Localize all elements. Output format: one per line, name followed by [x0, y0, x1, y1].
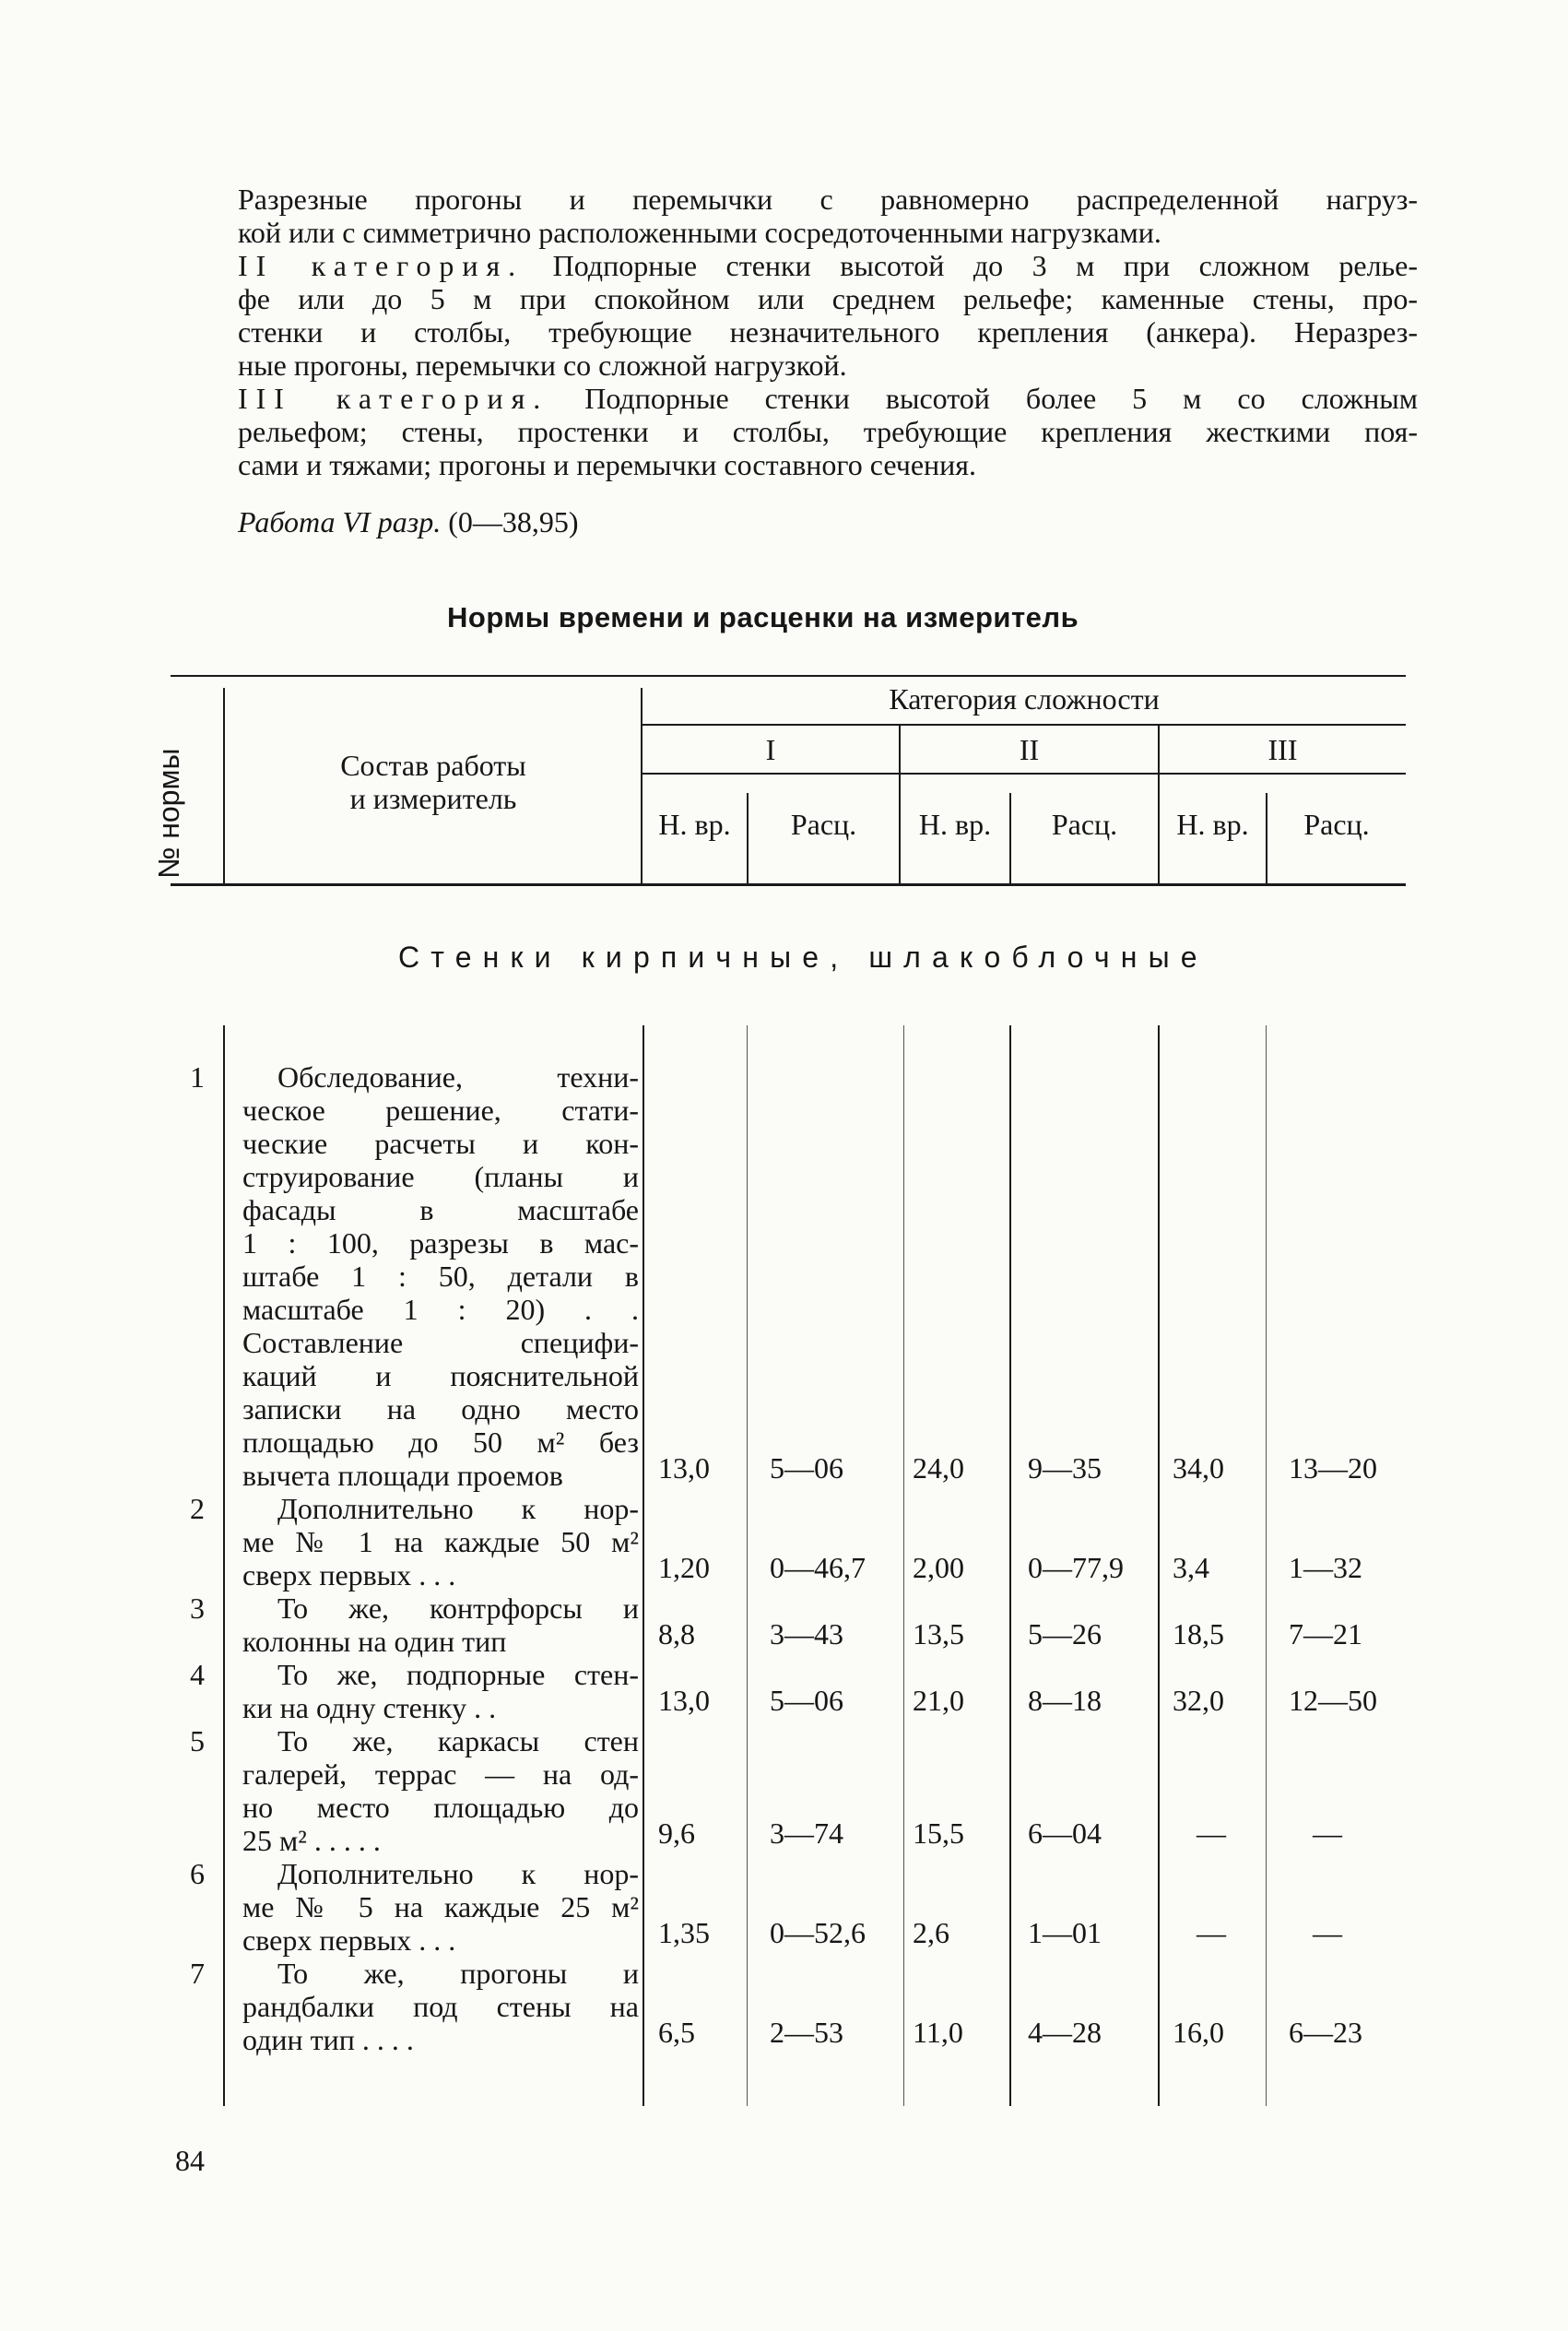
rasc-ii-value: 9—35	[1028, 1451, 1102, 1485]
category-i-header: I	[765, 733, 776, 766]
norm-number-header: № нормы	[152, 748, 185, 879]
work-description-line: То же, контрфорсы и	[277, 1591, 639, 1625]
rasc-i-value: 3—43	[770, 1617, 843, 1651]
body-divider	[1158, 1025, 1160, 2106]
nvr-i-value: 13,0	[658, 1451, 710, 1485]
rasc-header-ii: Расц.	[1051, 808, 1118, 841]
work-composition-header	[277, 749, 590, 815]
rasc-ii-value: 0—77,9	[1028, 1551, 1124, 1584]
rasc-iii-value: 12—50	[1289, 1684, 1377, 1717]
work-description	[242, 1724, 639, 1857]
work-description-line: 1 : 100, разрезы в мас-	[242, 1226, 639, 1260]
header-divider	[223, 688, 225, 883]
rasc-ii-value: 8—18	[1028, 1684, 1102, 1717]
nvr-i-value: 1,20	[658, 1551, 710, 1584]
nvr-ii-value: 2,00	[913, 1551, 964, 1584]
work-description-line: масштабе 1 : 20) . .	[242, 1293, 639, 1326]
category-iii-header: III	[1267, 733, 1298, 766]
nvr-ii-value: 24,0	[913, 1451, 964, 1485]
work-description-line: каций и пояснительной	[242, 1359, 639, 1392]
rasc-iii-value: —	[1313, 1816, 1342, 1850]
body-divider	[643, 1025, 644, 2106]
work-description	[242, 1658, 639, 1724]
work-description	[242, 1957, 639, 2056]
work-description-line: ки на одну стенку . .	[242, 1691, 497, 1724]
work-description-line: штабе 1 : 50, детали в	[242, 1260, 639, 1293]
nvr-i-value: 9,6	[658, 1816, 695, 1850]
intro-p3-line: рельефом; стены, простенки и столбы, требующие крепления жесткими поя-	[238, 415, 1418, 448]
intro-p2-line: фе или до 5 м при спокойном или среднем рельефе; каменные стены, про-	[238, 282, 1418, 315]
body-divider	[1009, 1025, 1011, 2106]
body-divider	[903, 1025, 904, 2106]
category-2-heading: II категория.	[238, 249, 525, 282]
norm-number: 5	[190, 1724, 205, 1757]
work-grade	[238, 505, 579, 539]
subheader-rule	[643, 773, 1406, 775]
rasc-iii-value: 6—23	[1289, 2016, 1362, 2049]
intro-p2-line: стенки и столбы, требующие незначительного крепления (анкера). Неразрез-	[238, 315, 1418, 349]
work-description-line: колонны на один тип	[242, 1625, 507, 1658]
work-description	[242, 1857, 639, 1957]
work-grade-label: Работа VI разр.	[238, 505, 442, 538]
intro-p3-line: Подпорные стенки высотой более 5 м со сложным	[548, 382, 1418, 415]
nvr-i-value: 1,35	[658, 1916, 710, 1949]
work-description-line: Дополнительно к нор-	[277, 1492, 639, 1525]
nvr-i-value: 6,5	[658, 2016, 695, 2049]
nvr-header-iii: Н. вр.	[1176, 808, 1249, 841]
work-description-line: рандбалки под стены на	[242, 1990, 639, 2023]
nvr-iii-value: 16,0	[1173, 2016, 1224, 2049]
nvr-header-ii: Н. вр.	[918, 808, 992, 841]
intro-p1-line: Разрезные прогоны и перемычки с равномерно распределенной нагруз-	[238, 183, 1418, 216]
nvr-iii-value: 3,4	[1173, 1551, 1209, 1584]
work-description-line: 25 м² . . . . .	[242, 1824, 381, 1857]
nvr-header-i: Н. вр.	[658, 808, 731, 841]
work-description-line: То же, каркасы стен	[277, 1724, 639, 1757]
nvr-iii-value: —	[1197, 1816, 1226, 1850]
work-description-line: ческое решение, стати-	[242, 1094, 639, 1127]
work-description-line: ме № 1 на каждые 50 м²	[242, 1525, 639, 1558]
work-description-line: Обследование, техни-	[277, 1060, 639, 1094]
intro-p2-line: ные прогоны, перемычки со сложной нагрузкой.	[238, 349, 847, 382]
table-top-rule	[171, 675, 1406, 677]
work-description-line: один тип . . . .	[242, 2023, 414, 2056]
category-header: Категория сложности	[889, 682, 1160, 716]
rasc-i-value: 0—46,7	[770, 1551, 866, 1584]
nvr-iii-value: 32,0	[1173, 1684, 1224, 1717]
norm-number: 7	[190, 1957, 205, 1990]
nvr-iii-value: —	[1197, 1916, 1226, 1949]
norm-number: 6	[190, 1857, 205, 1890]
rasc-header-iii: Расц.	[1303, 808, 1370, 841]
norm-number: 2	[190, 1492, 205, 1525]
body-divider	[747, 1025, 748, 2106]
rasc-ii-value: 5—26	[1028, 1617, 1102, 1651]
work-description-line: струирование (планы и	[242, 1160, 639, 1193]
nvr-ii-value: 21,0	[913, 1684, 964, 1717]
header-bottom-rule	[171, 883, 1406, 886]
intro-p3-line: сами и тяжами; прогоны и перемычки составного сечения.	[238, 448, 977, 481]
work-description	[242, 1060, 639, 1492]
work-description-line: фасады в масштабе	[242, 1193, 639, 1226]
category-3-heading: III категория.	[238, 382, 549, 415]
rasc-i-value: 3—74	[770, 1816, 843, 1850]
intro-p1-line: кой или с симметрично расположенными сосредоточенными нагрузками.	[238, 216, 1161, 249]
norm-number: 3	[190, 1591, 205, 1625]
work-description	[242, 1492, 639, 1591]
table-title: Нормы времени и расценки на измеритель	[447, 601, 1079, 633]
work-description-line: сверх первых . . .	[242, 1558, 456, 1591]
rasc-ii-value: 6—04	[1028, 1816, 1102, 1850]
work-description-line: но место площадью до	[242, 1791, 639, 1824]
rasc-ii-value: 4—28	[1028, 2016, 1102, 2049]
rasc-i-value: 5—06	[770, 1451, 843, 1485]
rasc-iii-value: —	[1313, 1916, 1342, 1949]
nvr-i-value: 8,8	[658, 1617, 695, 1651]
work-description-line: Составление специфи-	[242, 1326, 639, 1359]
rasc-i-value: 2—53	[770, 2016, 843, 2049]
nvr-ii-value: 13,5	[913, 1617, 964, 1651]
rasc-iii-value: 7—21	[1289, 1617, 1362, 1651]
work-description-line: площадью до 50 м² без	[242, 1426, 639, 1459]
section-title: Стенки кирпичные, шлакоблочные	[398, 941, 1208, 974]
work-description-line: ме № 5 на каждые 25 м²	[242, 1890, 639, 1923]
work-description-line: галерей, террас — на од-	[242, 1757, 639, 1791]
work-description	[242, 1591, 639, 1658]
work-description-line: записки на одно место	[242, 1392, 639, 1426]
intro-paragraph-2	[238, 249, 1418, 382]
rasc-ii-value: 1—01	[1028, 1916, 1102, 1949]
work-description-line: Дополнительно к нор-	[277, 1857, 639, 1890]
intro-p2-line: Подпорные стенки высотой до 3 м при сложном релье-	[524, 249, 1419, 282]
intro-paragraph-3	[238, 382, 1418, 481]
nvr-ii-value: 11,0	[913, 2016, 963, 2049]
work-description-line: ческие расчеты и кон-	[242, 1127, 639, 1160]
rasc-i-value: 0—52,6	[770, 1916, 866, 1949]
nvr-iii-value: 34,0	[1173, 1451, 1224, 1485]
nvr-iii-value: 18,5	[1173, 1617, 1224, 1651]
rasc-header-i: Расц.	[790, 808, 857, 841]
work-composition-header-line: и измеритель	[349, 782, 517, 815]
work-composition-header-line: Состав работы	[340, 749, 526, 782]
work-description-line: вычета площади проемов	[242, 1459, 563, 1492]
intro-paragraph-1	[238, 183, 1418, 249]
body-divider	[1266, 1025, 1267, 2106]
rasc-iii-value: 13—20	[1289, 1451, 1377, 1485]
rasc-i-value: 5—06	[770, 1684, 843, 1717]
norm-number: 4	[190, 1658, 205, 1691]
category-ii-header: II	[1019, 733, 1040, 766]
page-number: 84	[175, 2144, 205, 2177]
work-description-line: То же, подпорные стен-	[277, 1658, 639, 1691]
category-rule	[643, 724, 1406, 726]
norm-number: 1	[190, 1060, 205, 1094]
nvr-ii-value: 2,6	[913, 1916, 949, 1949]
nvr-i-value: 13,0	[658, 1684, 710, 1717]
work-description-line: То же, прогоны и	[277, 1957, 639, 1990]
body-divider	[223, 1025, 225, 2106]
rasc-iii-value: 1—32	[1289, 1551, 1362, 1584]
nvr-ii-value: 15,5	[913, 1816, 964, 1850]
header-divider	[641, 688, 643, 883]
work-description-line: сверх первых . . .	[242, 1923, 456, 1957]
work-grade-value: (0—38,95)	[448, 505, 579, 538]
